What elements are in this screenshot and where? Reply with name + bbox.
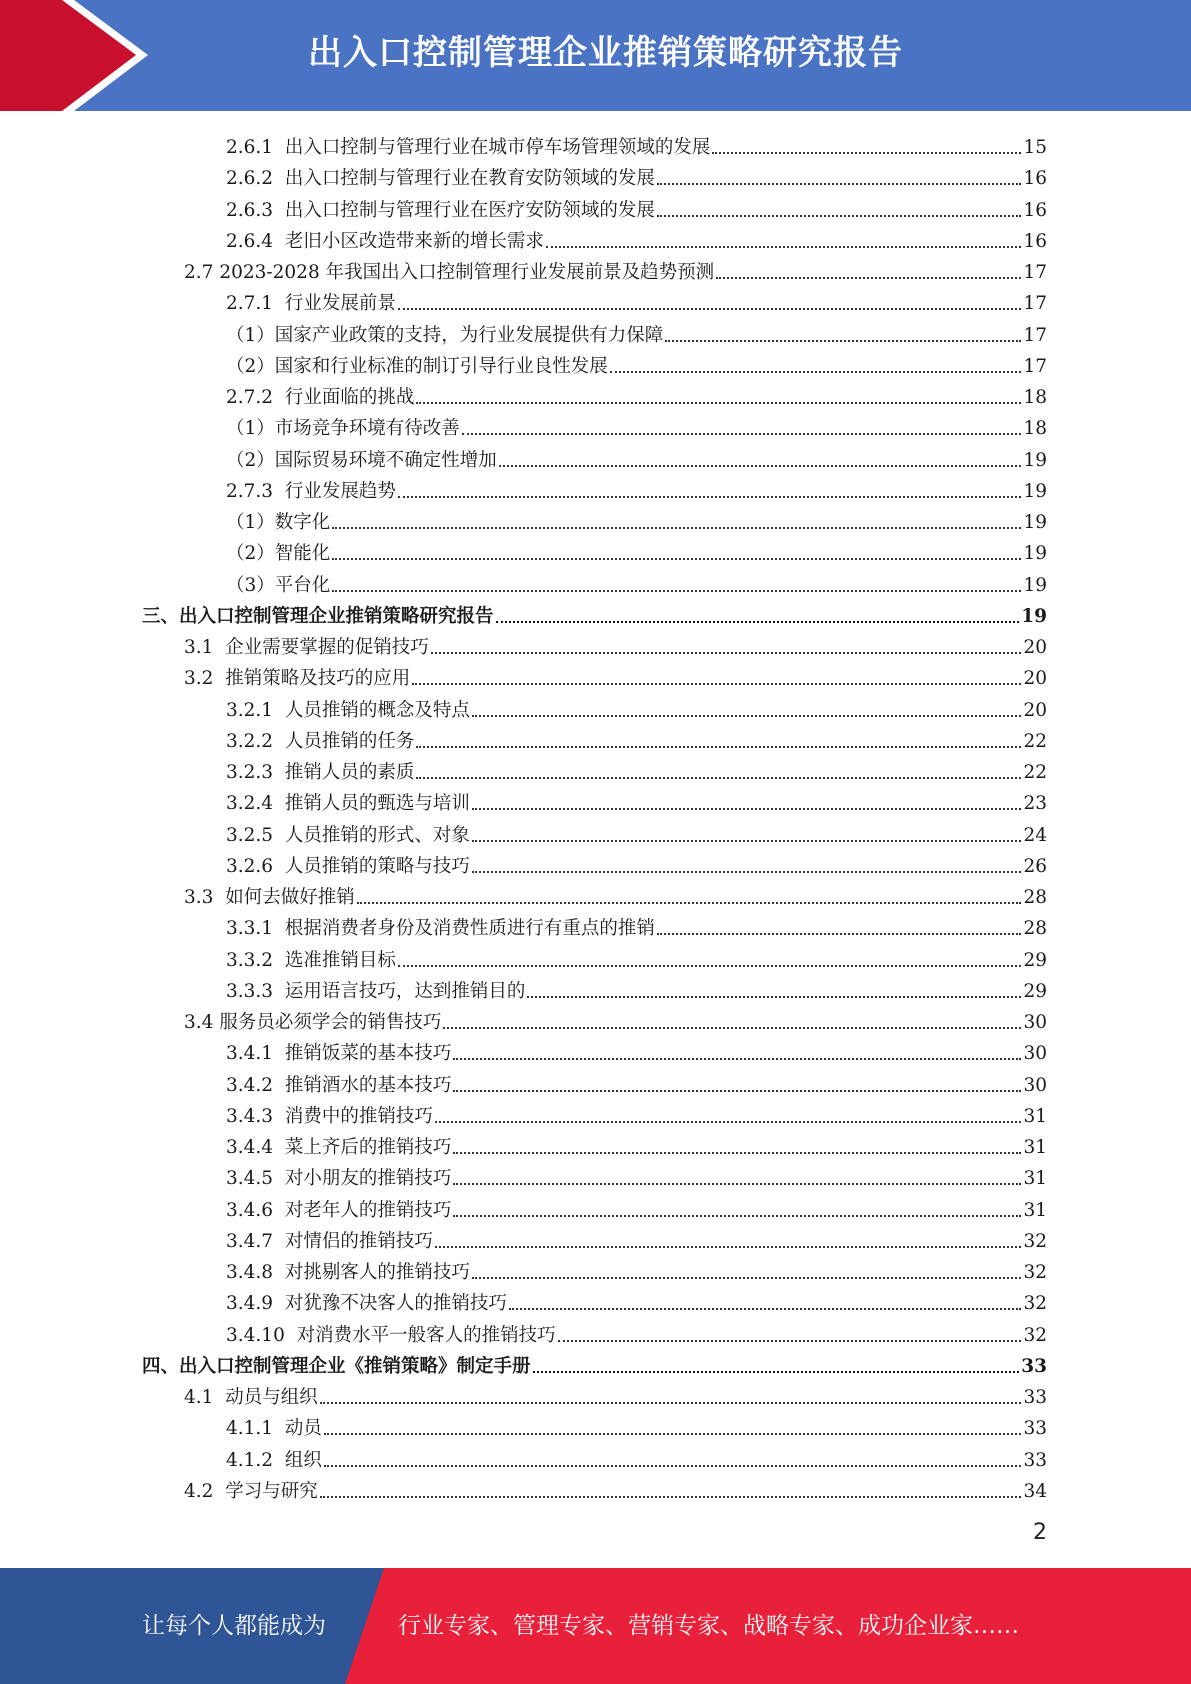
- toc-entry-page: 32: [1023, 1293, 1047, 1315]
- toc-leader-dots: [398, 308, 1022, 310]
- toc-entry-label: 动员: [284, 1418, 322, 1440]
- toc-entry-number: 3.2.2: [226, 730, 274, 752]
- toc-entry-page: 29: [1023, 949, 1047, 971]
- toc-leader-dots: [324, 1465, 1022, 1467]
- toc-entry-number: （1）: [226, 512, 275, 533]
- footer-slogan-right: 行业专家、管理专家、营销专家、战略专家、成功企业家……: [398, 1613, 1019, 1639]
- toc-leader-dots: [431, 652, 1022, 654]
- toc-entry-page: 16: [1023, 230, 1047, 252]
- toc-entry-number: 3.4.2: [226, 1074, 274, 1096]
- toc-entry-number: 3.4.6: [226, 1199, 274, 1221]
- toc-entry-page: 29: [1023, 980, 1047, 1002]
- toc-entry-label: 行业面临的挑战: [284, 387, 415, 408]
- toc-leader-dots: [320, 1402, 1022, 1404]
- toc-leader-dots: [657, 933, 1022, 935]
- toc-entry-page: 15: [1023, 137, 1047, 158]
- toc-entry-page: 31: [1023, 1168, 1047, 1190]
- toc-entry-page: 32: [1023, 1324, 1047, 1346]
- toc-entry-number: 2.6.3: [226, 199, 274, 221]
- toc-entry-label: 出入口控制与管理行业在城市停车场管理领域的发展: [284, 137, 711, 158]
- toc-entry-label: 2023-2028 年我国出入口控制管理行业发展前景及趋势预测: [219, 262, 715, 283]
- toc-leader-dots: [332, 558, 1021, 560]
- toc-leader-dots: [462, 433, 1022, 435]
- toc-entry-number: 3.2: [184, 668, 214, 690]
- toc-leader-dots: [416, 777, 1021, 779]
- toc-entry-label: 服务员必须学会的销售技巧: [219, 1012, 442, 1033]
- toc-entry-label: 消费中的推销技巧: [284, 1105, 433, 1127]
- toc-entry[interactable]: [226, 1441, 1047, 1472]
- toc-entry-page: 19: [1023, 480, 1047, 502]
- toc-entry-page: 34: [1023, 1480, 1047, 1502]
- toc-entry-page: 28: [1023, 887, 1047, 908]
- toc-entry[interactable]: [226, 191, 1047, 222]
- toc-entry-page: 18: [1023, 418, 1047, 440]
- toc-entry-label: 人员推销的策略与技巧: [284, 855, 470, 877]
- toc-entry-number: 3.3.3: [226, 980, 274, 1002]
- toc-entry-page: 20: [1023, 668, 1047, 690]
- toc-entry-page: 31: [1023, 1199, 1047, 1221]
- toc-leader-dots: [665, 340, 1021, 342]
- toc-entry-number: 3.1: [184, 637, 214, 658]
- toc-entry-number: 3.4: [184, 1012, 214, 1033]
- toc-entry[interactable]: [142, 1347, 1047, 1378]
- toc-entry[interactable]: [226, 534, 1047, 565]
- toc-entry-label: 行业发展前景: [284, 293, 396, 315]
- toc-entry-label: 对挑剔客人的推销技巧: [284, 1262, 470, 1283]
- toc-entry-number: 3.4.1: [226, 1043, 274, 1065]
- toc-leader-dots: [416, 746, 1021, 748]
- toc-entry-page: 31: [1023, 1137, 1047, 1158]
- toc-entry[interactable]: [226, 1316, 1047, 1347]
- toc-entry[interactable]: [226, 1409, 1047, 1440]
- toc-entry-label: 组织: [284, 1449, 322, 1471]
- toc-entry[interactable]: [184, 1378, 1047, 1409]
- toc-leader-dots: [435, 1121, 1022, 1123]
- toc-entry[interactable]: [226, 941, 1047, 972]
- toc-leader-dots: [398, 965, 1022, 967]
- toc-entry-number: 4.2: [184, 1480, 214, 1502]
- toc-entry-page: 19: [1021, 605, 1047, 627]
- toc-entry[interactable]: [184, 1472, 1047, 1503]
- toc-leader-dots: [398, 496, 1022, 498]
- page-number: 2: [1033, 1520, 1047, 1545]
- toc-entry[interactable]: [226, 347, 1047, 378]
- toc-entry-page: 30: [1023, 1043, 1047, 1065]
- toc-entry-label: 出入口控制管理企业《推销策略》制定手册: [179, 1355, 531, 1377]
- toc-leader-dots: [332, 527, 1021, 529]
- toc-entry[interactable]: [226, 1097, 1047, 1128]
- toc-leader-dots: [416, 402, 1021, 404]
- toc-entry-number: 3.3.1: [226, 918, 274, 940]
- toc-entry-label: 菜上齐后的推销技巧: [284, 1137, 452, 1158]
- toc-entry-number: 3.2.6: [226, 855, 274, 877]
- toc-entry[interactable]: [226, 284, 1047, 315]
- toc-entry-label: 对消费水平一般客人的推销技巧: [296, 1324, 556, 1346]
- toc-entry-page: 33: [1023, 1449, 1047, 1471]
- toc-entry-page: 17: [1023, 293, 1047, 315]
- toc-entry-label: 出入口控制与管理行业在教育安防领域的发展: [284, 168, 655, 190]
- toc-leader-dots: [716, 277, 1021, 279]
- toc-entry-label: 对小朋友的推销技巧: [284, 1168, 452, 1190]
- toc-entry-label: 对老年人的推销技巧: [284, 1199, 452, 1221]
- toc-entry[interactable]: [226, 566, 1047, 597]
- toc-entry[interactable]: [226, 722, 1047, 753]
- toc-entry-page: 32: [1023, 1230, 1047, 1252]
- toc-entry-page: 20: [1023, 637, 1047, 658]
- toc-entry-number: 3.2.3: [226, 762, 274, 783]
- toc-leader-dots: [472, 840, 1022, 842]
- toc-leader-dots: [453, 1183, 1021, 1185]
- toc-leader-dots: [472, 871, 1022, 873]
- toc-entry-number: 2.7.1: [226, 293, 274, 315]
- toc-entry[interactable]: [226, 1191, 1047, 1222]
- toc-entry-label: 人员推销的任务: [284, 730, 415, 752]
- toc-entry[interactable]: [226, 503, 1047, 534]
- toc-entry-page: 33: [1021, 1355, 1047, 1377]
- toc-entry-label: 数字化: [274, 512, 331, 533]
- toc-leader-dots: [453, 1215, 1021, 1217]
- toc-leader-dots: [332, 590, 1021, 592]
- toc-entry-page: 22: [1023, 762, 1047, 783]
- toc-entry-page: 19: [1023, 574, 1047, 596]
- page-footer: [0, 1568, 1191, 1684]
- toc-entry-number: 3.4.3: [226, 1105, 274, 1127]
- toc-entry[interactable]: [226, 909, 1047, 940]
- toc-entry-label: 推销策略及技巧的应用: [225, 668, 411, 690]
- toc-entry-label: 市场竞争环境有待改善: [274, 418, 460, 440]
- toc-entry[interactable]: [226, 1159, 1047, 1190]
- toc-entry-page: 16: [1023, 168, 1047, 190]
- toc-entry[interactable]: [226, 316, 1047, 347]
- toc-entry-page: 18: [1023, 387, 1047, 408]
- toc-entry-number: 4.1.1: [226, 1418, 274, 1440]
- toc-entry-label: 智能化: [274, 543, 331, 565]
- toc-entry[interactable]: [184, 659, 1047, 690]
- toc-entry-page: 30: [1023, 1074, 1047, 1096]
- toc-leader-dots: [712, 152, 1021, 154]
- toc-entry-number: 3.4.8: [226, 1262, 274, 1283]
- toc-leader-dots: [527, 996, 1021, 998]
- toc-entry-number: 3.4.7: [226, 1230, 274, 1252]
- toc-entry-number: 四、: [142, 1355, 180, 1377]
- toc-entry-number: （2）: [226, 449, 275, 471]
- toc-entry-label: 对情侣的推销技巧: [284, 1230, 433, 1252]
- toc-entry-number: 2.6.4: [226, 230, 274, 252]
- toc-entry-label: 如何去做好推销: [225, 887, 355, 908]
- toc-entry-page: 26: [1023, 855, 1047, 877]
- toc-entry-number: 3.4.9: [226, 1293, 274, 1315]
- document-title: 出入口控制管理企业推销策略研究报告: [308, 33, 903, 73]
- toc-entry-number: 2.7.2: [226, 387, 274, 408]
- toc-entry-page: 19: [1023, 449, 1047, 471]
- toc-leader-dots: [443, 1027, 1021, 1029]
- toc-entry-label: 平台化: [274, 574, 331, 596]
- toc-entry[interactable]: [226, 1284, 1047, 1315]
- toc-entry-label: 国家产业政策的支持，为行业发展提供有力保障: [274, 324, 664, 346]
- toc-leader-dots: [472, 1277, 1022, 1279]
- toc-entry[interactable]: [226, 1222, 1047, 1253]
- toc-entry[interactable]: [226, 1253, 1047, 1284]
- toc-entry[interactable]: [226, 753, 1047, 784]
- toc-entry-page: 23: [1023, 793, 1047, 815]
- toc-entry-number: 2.6.1: [226, 137, 274, 158]
- toc-entry-page: 16: [1023, 199, 1047, 221]
- toc-entry[interactable]: [226, 1066, 1047, 1097]
- toc-entry-page: 17: [1023, 262, 1047, 283]
- toc-leader-dots: [435, 1246, 1022, 1248]
- toc-entry[interactable]: [184, 878, 1047, 909]
- toc-leader-dots: [453, 1152, 1021, 1154]
- toc-entry-number: （3）: [226, 574, 275, 596]
- toc-entry-label: 企业需要掌握的促销技巧: [225, 637, 429, 658]
- toc-entry-page: 32: [1023, 1262, 1047, 1283]
- toc-leader-dots: [472, 715, 1022, 717]
- toc-entry-page: 17: [1023, 324, 1047, 346]
- toc-entry[interactable]: [184, 253, 1047, 284]
- toc-leader-dots: [453, 1090, 1021, 1092]
- toc-entry[interactable]: [226, 159, 1047, 190]
- toc-leader-dots: [533, 1371, 1020, 1373]
- toc-entry[interactable]: [226, 1034, 1047, 1065]
- toc-leader-dots: [657, 215, 1022, 217]
- toc-entry-number: 3.2.5: [226, 824, 274, 846]
- toc-entry-label: 国家和行业标准的制订引导行业良性发展: [274, 355, 608, 377]
- toc-entry-label: 根据消费者身份及消费性质进行有重点的推销: [284, 918, 655, 940]
- toc-entry-label: 选准推销目标: [284, 949, 396, 971]
- toc-entry[interactable]: [142, 597, 1047, 628]
- toc-entry-number: 3.2.1: [226, 699, 274, 721]
- toc-entry-number: （2）: [226, 543, 275, 565]
- toc-entry-number: 三、: [142, 605, 180, 627]
- toc-leader-dots: [472, 808, 1022, 810]
- toc-entry-label: 推销酒水的基本技巧: [284, 1074, 452, 1096]
- toc-entry-number: 3.3: [184, 887, 214, 908]
- toc-leader-dots: [357, 902, 1022, 904]
- toc-entry[interactable]: [226, 409, 1047, 440]
- toc-entry-number: 4.1.2: [226, 1449, 274, 1471]
- toc-entry-label: 运用语言技巧，达到推销目的: [284, 980, 526, 1002]
- toc-entry-number: （1）: [226, 418, 275, 440]
- toc-leader-dots: [324, 1433, 1022, 1435]
- toc-leader-dots: [499, 465, 1022, 467]
- toc-entry-label: 出入口控制管理企业推销策略研究报告: [179, 605, 494, 627]
- toc-leader-dots: [509, 1308, 1022, 1310]
- toc-entry-label: 国际贸易环境不确定性增加: [274, 449, 497, 471]
- toc-entry-number: 2.7.3: [226, 480, 274, 502]
- toc-entry-label: 学习与研究: [225, 1480, 318, 1502]
- toc-entry-page: 33: [1023, 1418, 1047, 1440]
- toc-entry-number: （2）: [226, 355, 275, 377]
- page-header: [0, 0, 1191, 111]
- toc-entry-label: 老旧小区改造带来新的增长需求: [284, 230, 544, 252]
- toc-entry[interactable]: [226, 1128, 1047, 1159]
- toc-entry-label: 动员与组织: [225, 1387, 318, 1408]
- toc-leader-dots: [546, 246, 1022, 248]
- toc-leader-dots: [453, 1058, 1021, 1060]
- footer-slogan-left: 让每个人都能成为: [142, 1613, 326, 1639]
- toc-entry-page: 19: [1023, 512, 1047, 533]
- toc-entry[interactable]: [226, 847, 1047, 878]
- toc-entry-page: 17: [1023, 355, 1047, 377]
- toc-entry-page: 19: [1023, 543, 1047, 565]
- toc-entry-page: 30: [1023, 1012, 1047, 1033]
- toc-leader-dots: [558, 1340, 1022, 1342]
- toc-entry-number: 3.3.2: [226, 949, 274, 971]
- toc-entry-label: 人员推销的形式、对象: [284, 824, 470, 846]
- toc-entry-label: 行业发展趋势: [284, 480, 396, 502]
- toc-entry[interactable]: [226, 128, 1047, 159]
- toc-entry-number: 4.1: [184, 1387, 214, 1408]
- toc-entry-label: 对犹豫不决客人的推销技巧: [284, 1293, 507, 1315]
- toc-entry-page: 33: [1023, 1387, 1047, 1408]
- toc-entry-page: 31: [1023, 1105, 1047, 1127]
- toc-entry[interactable]: [226, 222, 1047, 253]
- toc-entry[interactable]: [184, 628, 1047, 659]
- toc-entry-number: 3.2.4: [226, 793, 274, 815]
- toc-entry-page: 24: [1023, 824, 1047, 846]
- toc-entry[interactable]: [184, 1003, 1047, 1034]
- toc-entry-number: 3.4.5: [226, 1168, 274, 1190]
- toc-entry-number: 3.4.10: [226, 1324, 285, 1346]
- toc-entry-label: 推销饭菜的基本技巧: [284, 1043, 452, 1065]
- toc-leader-dots: [496, 621, 1020, 623]
- toc-leader-dots: [412, 683, 1021, 685]
- toc-entry-number: 2.7: [184, 262, 214, 283]
- toc-entry-number: （1）: [226, 324, 275, 346]
- toc-entry-label: 推销人员的甄选与培训: [284, 793, 470, 815]
- toc-entry[interactable]: [226, 816, 1047, 847]
- toc-entry[interactable]: [226, 784, 1047, 815]
- toc-entry-page: 28: [1023, 918, 1047, 940]
- toc-leader-dots: [320, 1496, 1022, 1498]
- toc-entry[interactable]: [226, 441, 1047, 472]
- toc-leader-dots: [610, 371, 1022, 373]
- toc-entry-number: 3.4.4: [226, 1137, 274, 1158]
- toc-entry-label: 推销人员的素质: [284, 762, 415, 783]
- toc-entry[interactable]: [226, 972, 1047, 1003]
- toc-entry-label: 出入口控制与管理行业在医疗安防领域的发展: [284, 199, 655, 221]
- toc-entry[interactable]: [226, 472, 1047, 503]
- toc-entry-page: 20: [1023, 699, 1047, 721]
- toc-entry-label: 人员推销的概念及特点: [284, 699, 470, 721]
- toc-leader-dots: [657, 183, 1022, 185]
- toc-entry-number: 2.6.2: [226, 168, 274, 190]
- toc-entry[interactable]: [226, 691, 1047, 722]
- toc-entry-page: 22: [1023, 730, 1047, 752]
- toc-entry[interactable]: [226, 378, 1047, 409]
